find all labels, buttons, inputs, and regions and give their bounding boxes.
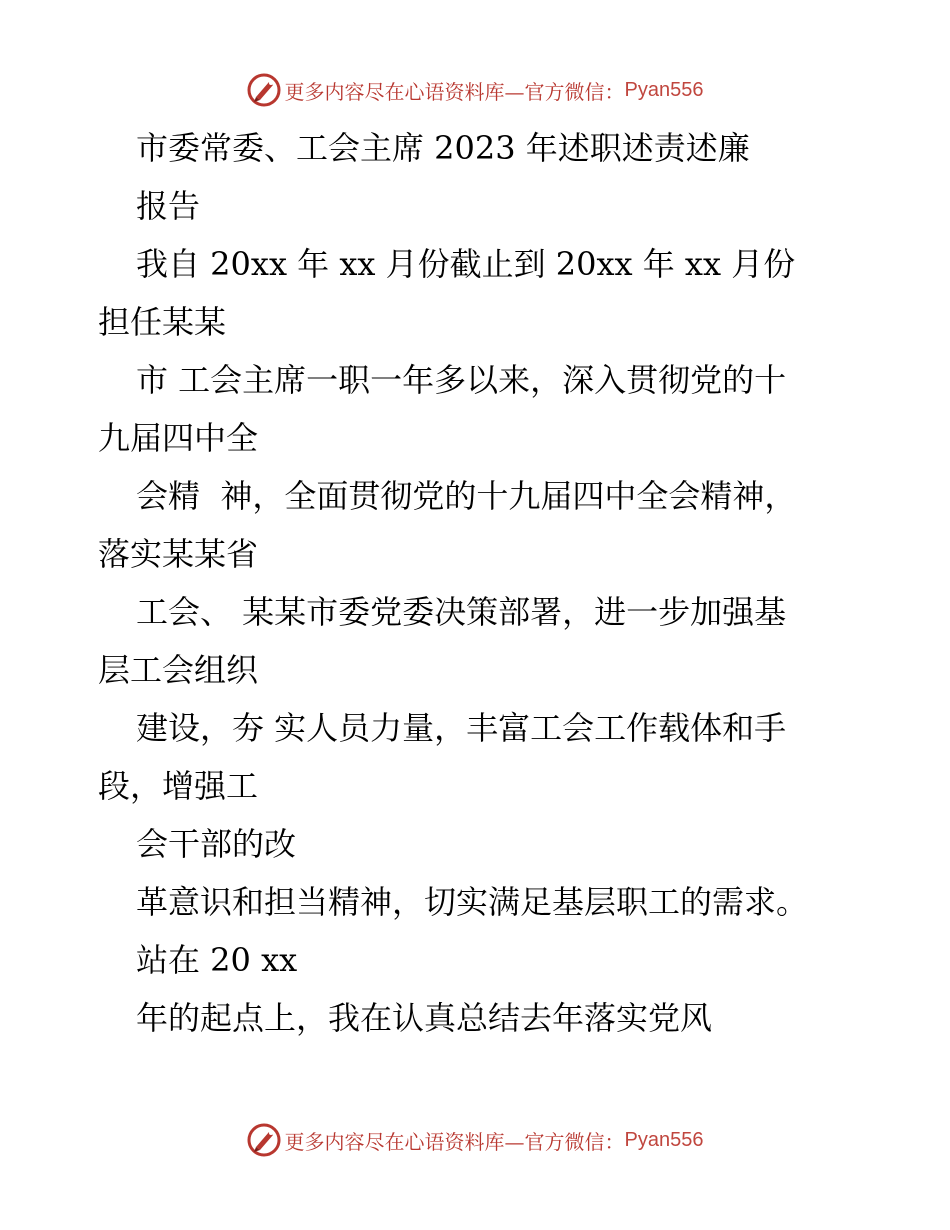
text-line: 市委常委、工会主席 2023 年述职述责述廉: [136, 129, 750, 167]
text-line: 层工会组织: [98, 651, 259, 689]
footer-banner: [0, 1120, 950, 1160]
text-line: 段，增强工: [98, 767, 259, 805]
pen-logo-icon: [247, 73, 281, 107]
text-line: 年的起点上，我在认真总结去年落实党风: [136, 999, 713, 1037]
footer-banner-id: Pyan556: [624, 1128, 704, 1151]
text-line: 建设，夯 实人员力量，丰富工会工作载体和手: [136, 709, 787, 747]
header-banner-id: Pyan556: [624, 78, 704, 101]
header-banner: [0, 70, 950, 110]
text-line: 革意识和担当精神，切实满足基层职工的需求。: [136, 883, 809, 921]
footer-banner-text: 更多内容尽在心语资料库—官方微信：: [284, 1129, 625, 1154]
text-line: 站在 20 xx: [136, 941, 298, 979]
text-line: 会精 神，全面贯彻党的十九届四中全会精神，: [136, 477, 797, 515]
text-line: 报告: [136, 187, 201, 225]
header-banner-text: 更多内容尽在心语资料库—官方微信：: [284, 79, 625, 104]
text-line: 市 工会主席一职一年多以来，深入贯彻党的十: [136, 361, 787, 399]
text-line: 我自 20xx 年 xx 月份截止到 20xx 年 xx 月份: [136, 245, 796, 283]
text-line: 落实某某省: [98, 535, 259, 573]
text-line: 担任某某: [98, 303, 227, 341]
text-line: 工会、 某某市委党委决策部署，进一步加强基: [136, 593, 787, 631]
pen-logo-icon: [247, 1123, 281, 1157]
text-line: 会干部的改: [136, 825, 297, 863]
text-line: 九届四中全: [98, 419, 259, 457]
